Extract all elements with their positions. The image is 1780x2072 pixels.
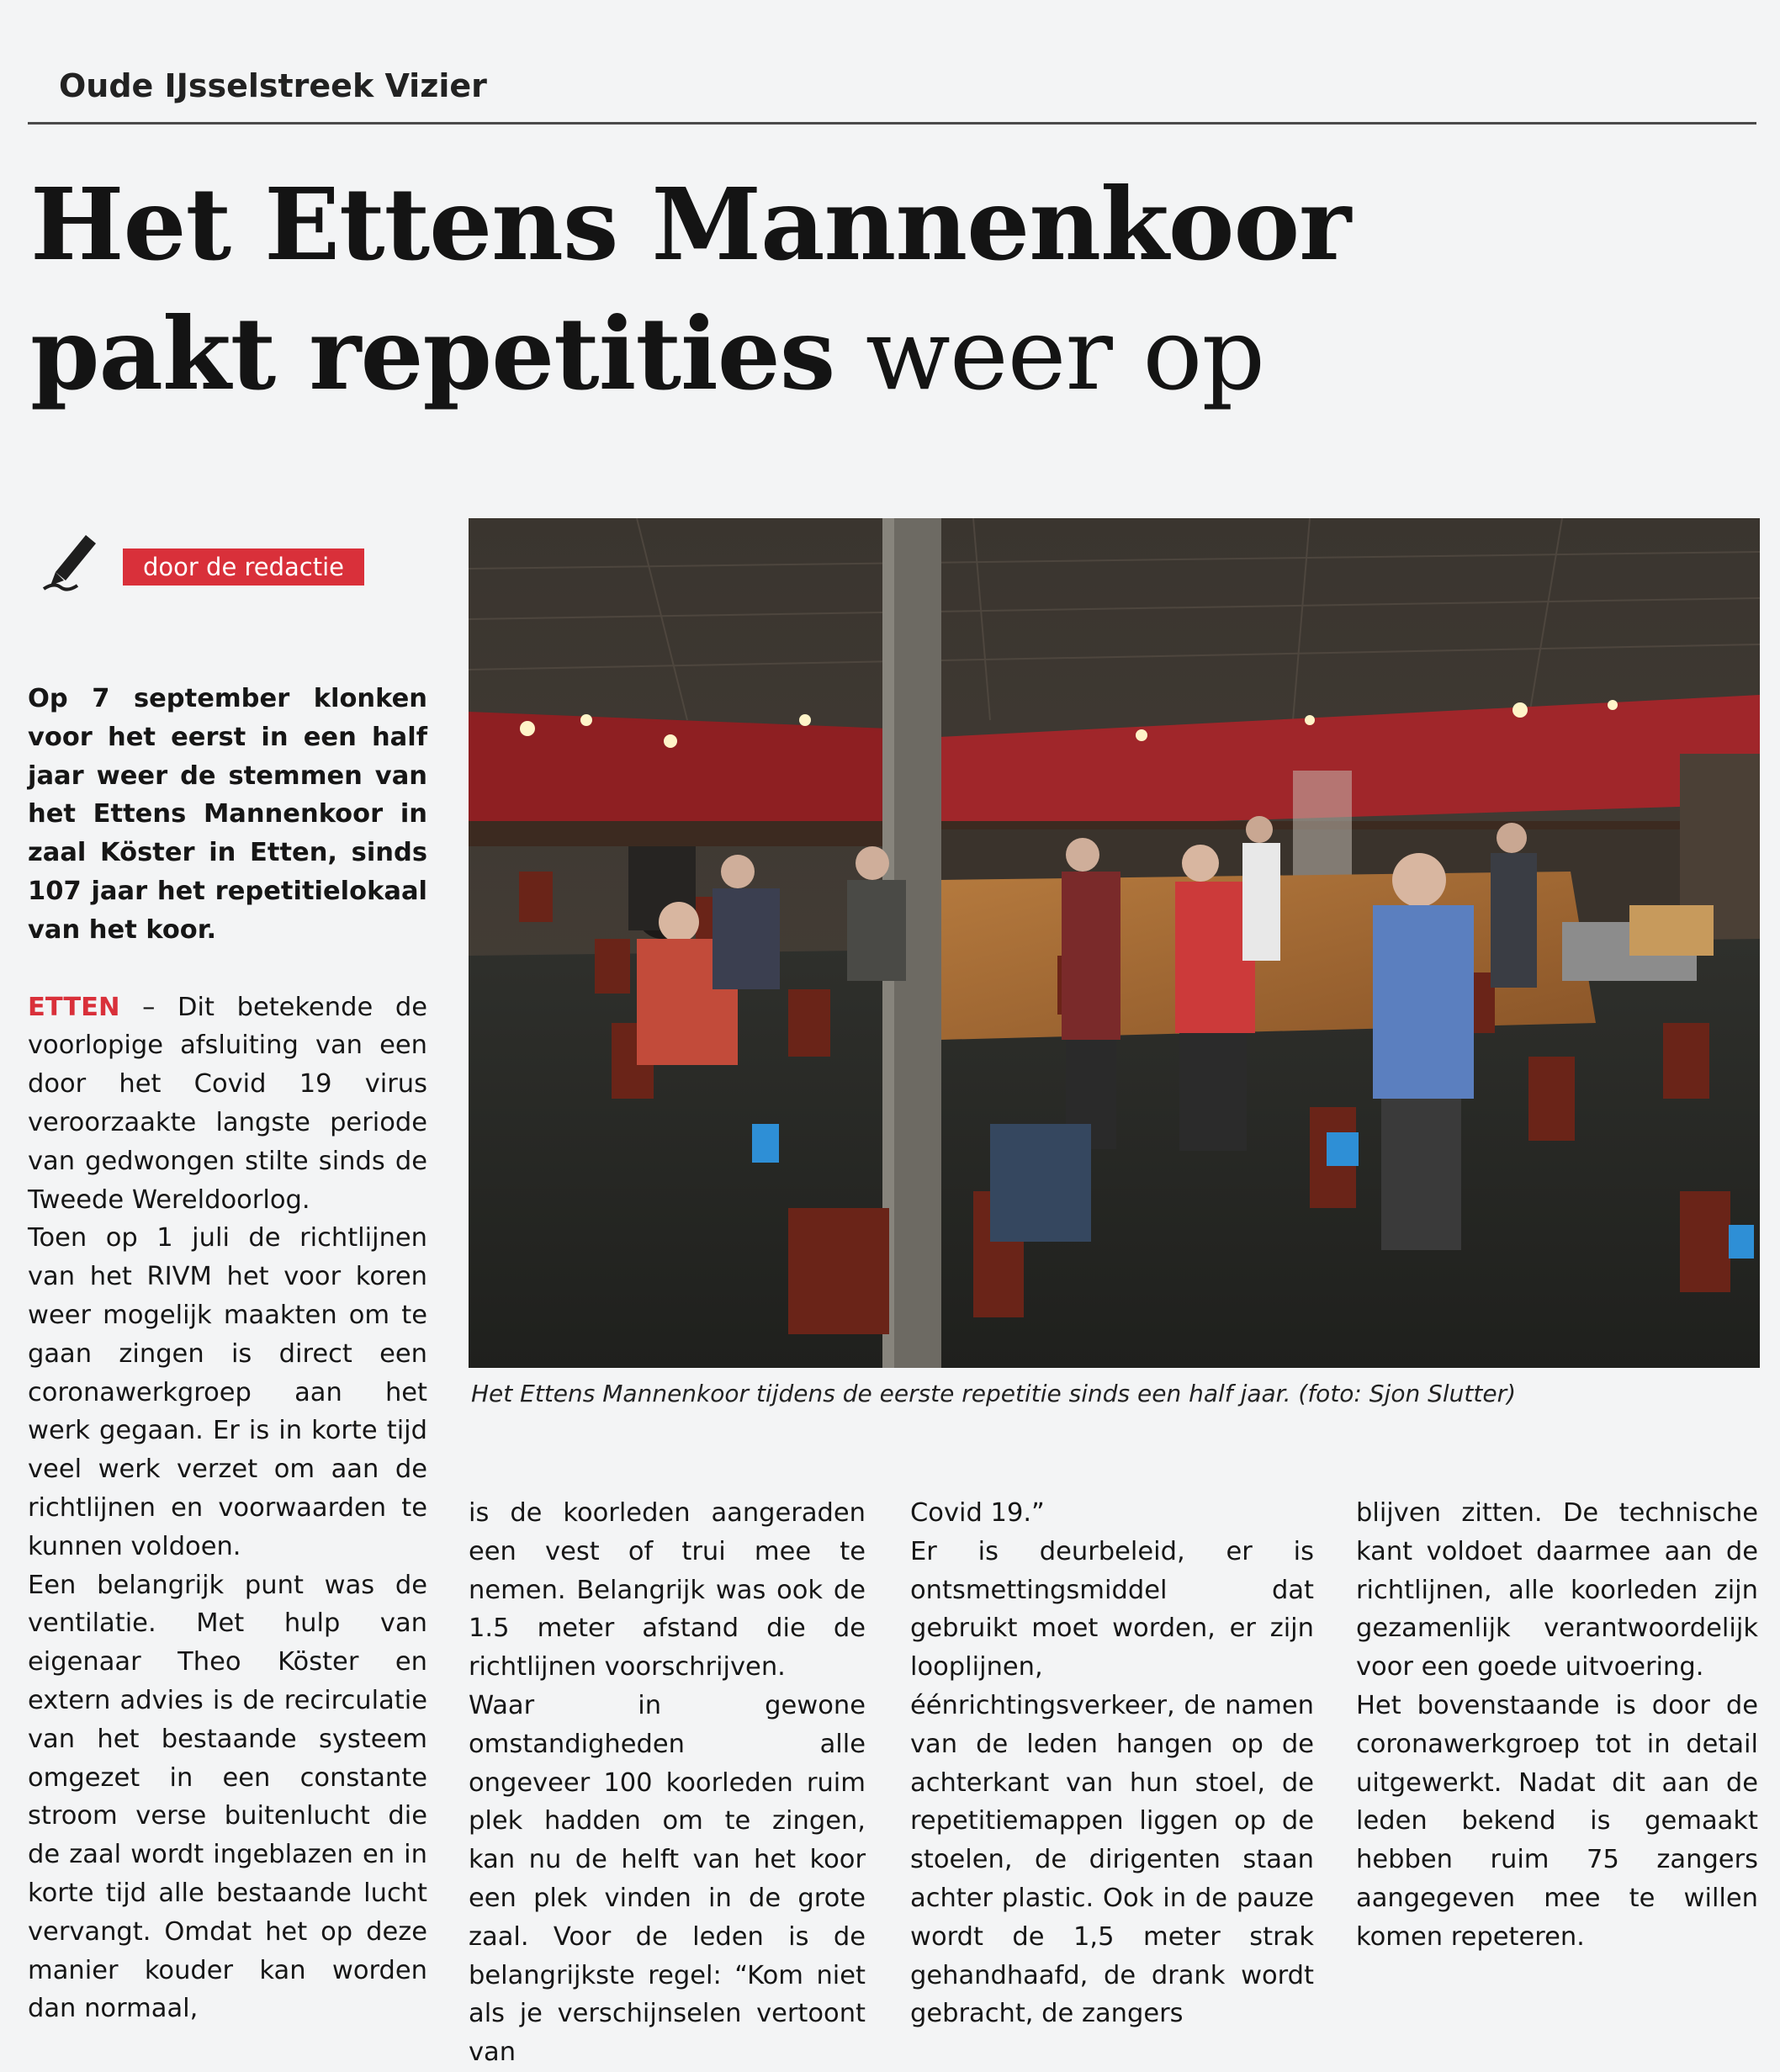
publication-name: Oude IJsselstreek Vizier [59,67,487,104]
byline-badge: door de redactie [123,548,364,586]
article-paragraph: Toen op 1 juli de richtlijnen van het RIVM het voor koren weer mogelijk maakten om te gaan zingen is direct een coronawerkgroep aan het werk gegaan. Er is in korte tijd veel werk verzet om aan de richtlijnen en voorwaarden te kunnen voldoen. [28,1223,427,1561]
headline-line-2 [30,289,1746,419]
pen-icon [40,525,104,592]
headline-line-2-light: weer op [865,296,1264,412]
article-intro: Op 7 september klonken voor het eerst in een half jaar weer de stemmen van het Ettens Mannenkoor in zaal Köster in Etten, sinds 107 jaar het repetitielokaal van het koor. [28,684,427,945]
headline [30,160,1746,419]
article-column-2 [469,1494,866,2072]
headline-line-2-bold: pakt repetities [30,295,835,412]
article-paragraph: blijven zitten. De technische kant voldoet daarmee aan de richtlijnen, alle koorleden zijn gezamenlijk verantwoordelijk voor een goede uitvoering. [1356,1498,1758,1683]
article-paragraph: ETTEN – Dit betekende de voorlopige afsluiting van een door het Covid 19 virus veroorzaakte langste periode van gedwongen stilte sinds de Tweede Wereldoorlog. [28,992,427,1215]
article-photo [469,518,1760,1368]
article-paragraph: Covid 19.” [910,1498,1045,1528]
article-paragraph: is de koorleden aangeraden een vest of trui mee te nemen. Belangrijk was ook de 1.5 meter afstand die de richtlijnen voorschrijven. [469,1498,866,1683]
masthead-rule [28,122,1756,125]
article-column-1 [28,680,427,2028]
article-paragraph: Er is deurbeleid, er is ontsmettingsmiddel dat gebruikt moet worden, er zijn looplijnen, éénrichtingsverkeer, de namen van de leden hangen op de achterkant van hun stoel, de repetitiemappen liggen op de stoelen, de dirigenten staan achter plastic. Ook in de pauze wordt de 1,5 meter strak gehandhaafd, de drank wordt gebracht, de zangers [910,1536,1314,2029]
article-paragraph: Een belangrijk punt was de ventilatie. Met hulp van eigenaar Theo Köster en extern advies is de recirculatie van het bestaande systeem omgezet in een constante stroom verse buitenlucht die de zaal wordt ingeblazen en in korte tijd alle bestaande lucht vervangt. Omdat het op deze manier kouder kan worden dan normaal, [28,1570,427,2024]
headline-line-1: Het Ettens Mannenkoor [30,166,1351,283]
article-column-4 [1356,1494,1758,1957]
article-paragraph: Waar in gewone omstandigheden alle ongeveer 100 koorleden ruim plek hadden om te zingen, kan nu de helft van het koor een plek vinden in de grote zaal. Voor de leden is de belangrijkste regel: “Kom niet als je verschijnselen vertoont van [469,1690,866,2068]
dateline: ETTEN [28,992,120,1022]
article-column-3 [910,1494,1314,2033]
photo-caption: Het Ettens Mannenkoor tijdens de eerste repetitie sinds een half jaar. (foto: Sjon Slutter) [471,1380,1517,1407]
article-paragraph: Het bovenstaande is door de coronawerkgroep tot in detail uitgewerkt. Nadat dit aan de leden bekend is gemaakt hebben ruim 75 zangers aangegeven mee te willen komen repeteren. [1356,1690,1758,1952]
